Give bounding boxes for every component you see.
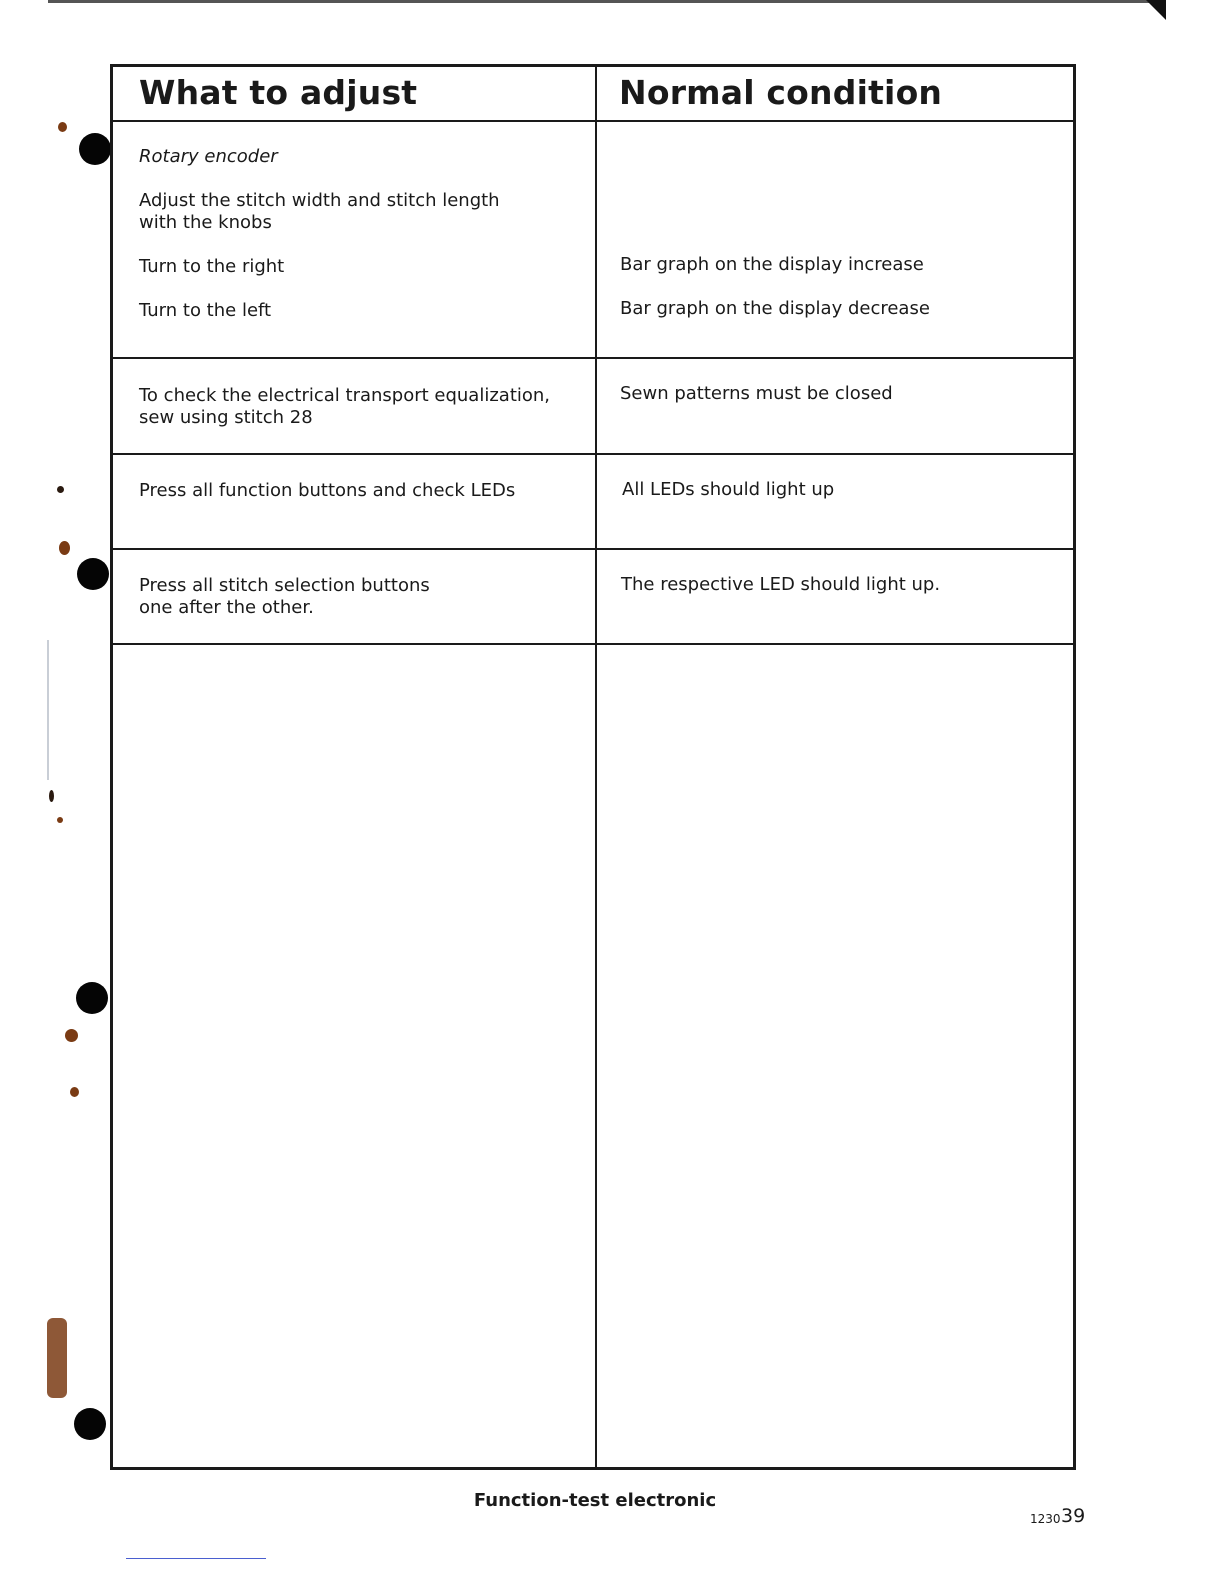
stitch-selection-text: one after the other. [139, 597, 314, 618]
row-divider [113, 357, 1073, 359]
function-buttons-text: Press all function buttons and check LEDs [139, 480, 516, 501]
rust-stain [59, 541, 70, 555]
rotary-encoder-subtitle: Rotary encoder [139, 146, 278, 167]
bar-graph-decrease-text: Bar graph on the display decrease [620, 298, 930, 319]
scan-edge-shadow [47, 640, 49, 780]
rust-stain [57, 817, 63, 823]
scan-top-edge [48, 0, 1158, 3]
row-divider [113, 453, 1073, 455]
adjustment-table [110, 64, 1076, 1470]
stitch-selection-text: Press all stitch selection buttons [139, 575, 430, 596]
header-what-to-adjust: What to adjust [139, 73, 418, 112]
scan-corner-mark [1146, 0, 1166, 20]
rust-stain [47, 1318, 67, 1398]
turn-right-text: Turn to the right [139, 256, 285, 277]
transport-check-text: To check the electrical transport equalization, [139, 385, 551, 406]
adjust-instruction-line: Adjust the stitch width and stitch length [139, 190, 500, 211]
header-normal-condition: Normal condition [619, 73, 943, 112]
adjust-instruction-line: with the knobs [139, 212, 272, 233]
punch-hole [76, 982, 108, 1014]
column-divider [595, 67, 597, 1467]
row-divider [113, 548, 1073, 550]
leds-light-up-text: All LEDs should light up [622, 479, 835, 500]
rust-stain [65, 1029, 78, 1042]
punch-hole [79, 133, 111, 165]
row-divider [113, 643, 1073, 645]
scan-blue-line [126, 1558, 266, 1559]
page-code: 1230 [1030, 1512, 1061, 1526]
row-divider [113, 120, 1073, 122]
bar-graph-increase-text: Bar graph on the display increase [620, 254, 924, 275]
rust-stain [58, 122, 67, 132]
patterns-closed-text: Sewn patterns must be closed [620, 383, 893, 404]
page-number: 39 [1061, 1505, 1086, 1527]
rust-stain [70, 1087, 79, 1097]
turn-left-text: Turn to the left [139, 300, 272, 321]
punch-hole [74, 1408, 106, 1440]
rust-stain [49, 790, 54, 802]
transport-check-text: sew using stitch 28 [139, 407, 313, 428]
respective-led-text: The respective LED should light up. [621, 574, 941, 595]
footer-title: Function-test electronic [473, 1490, 717, 1511]
punch-hole [77, 558, 109, 590]
rust-stain [57, 486, 64, 493]
